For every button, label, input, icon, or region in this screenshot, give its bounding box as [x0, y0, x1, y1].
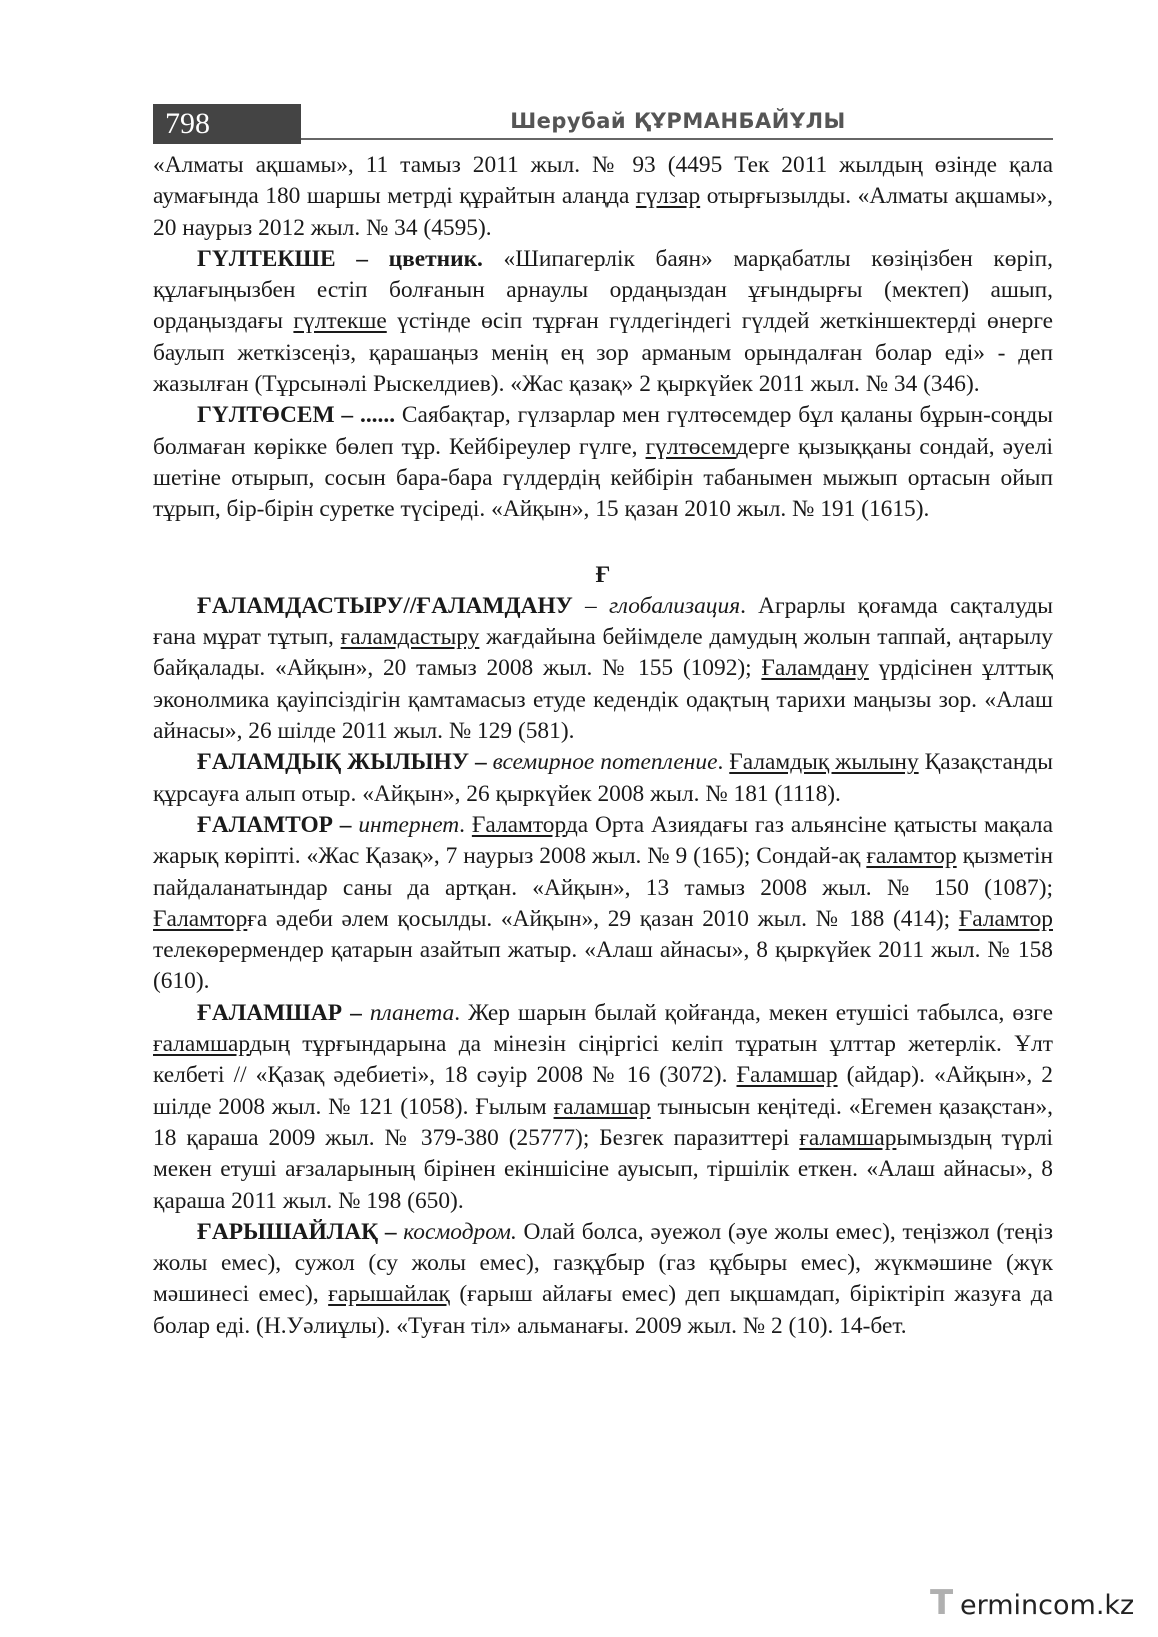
entry-translation: интернет	[358, 811, 460, 838]
entry-headword: ҒАЛАМШАР –	[197, 999, 362, 1026]
entry-text: тынысын кеңітеді. «Егемен қазақстан», 18 қараша 2009 жыл. № 379-380 (25777); Безгек паразиттері	[153, 1093, 1053, 1151]
entry-text: ымыздың түрлі мекен етуші ағзаларының бірінен екіншісіне ауысып, тіршілік еткен. «Алаш айнасы», 8 қараша 2011 жыл. № 198 (650).	[153, 1124, 1054, 1214]
entry-text: (ғарыш айлағы емес) деп ықшамдап, біріктіріп жазуға да болар еді. (Н.Уәлиұлы). «Туған тіл» альманағы. 2009 жыл. № 2 (10). 14-бет.	[153, 1281, 1053, 1339]
termincom-watermark	[926, 1581, 1136, 1629]
section-letter: Ғ	[595, 561, 611, 588]
dictionary-entry	[153, 400, 1053, 525]
watermark-logo-letter: T	[930, 1583, 954, 1623]
entry-text: Саябақтар, гүлзарлар мен гүлтөсемдер бұл қаланы бұрын-соңды болмаған көрікке бөлеп тұр. Кейбіреулер гүлге,	[153, 402, 1054, 460]
entry-text: Олай болса, әуежол (әуе жолы емес), теңізжол (теңіз жолы емес), сужол (су жолы емес), газқұбыр (газ құбыры емес), жүкмәшине (жүк мәшинесі емес),	[153, 1218, 1053, 1308]
dictionary-entry	[153, 998, 1053, 1217]
entry-text: ға әдеби әлем қосылды. «Айқын», 29 қазан 2010 жыл. № 188 (414);	[247, 905, 959, 932]
underlined-term: гүлтекше	[293, 308, 387, 335]
entry-text: қызметін пайдаланатындар саны да артқан. «Айқын», 13 тамыз 2008 жыл. № 150 (1087);	[153, 843, 1053, 901]
watermark-text: ermincоm.kz	[960, 1590, 1135, 1621]
entry-translation: глобализация	[608, 592, 741, 619]
underlined-term: ғарышайлақ	[328, 1281, 450, 1308]
entry-text: жағдайына бейімделе дамудың жолын таппай, аңтарылу байқалады. «Айқын», 20 тамыз 2008 жыл. № 155 (1092);	[153, 624, 1053, 682]
entry-text: отырғызылды. «Алматы ақшамы», 20 наурыз 2012 жыл. № 34 (4595).	[153, 183, 1054, 241]
page-number: 798	[165, 107, 210, 140]
header-rule	[301, 138, 1053, 140]
entry-headword: ҒАЛАМДАСТЫРУ//ҒАЛАМДАНУ	[197, 592, 573, 619]
page-number-box	[153, 104, 301, 144]
entries-block-1	[153, 150, 1053, 526]
entry-text: . Аграрлы қоғамда сақталуды ғана мұрат тұтып,	[153, 592, 1053, 651]
entry-text: телекөрермендер қатарын азайтып жатыр. «Алаш айнасы», 8 қыркүйек 2011 жыл. № 158 (610).	[153, 937, 1053, 995]
entry-text	[362, 1000, 370, 1026]
entry-text: –	[572, 592, 609, 619]
dictionary-entry	[153, 244, 1053, 400]
entry-text: .	[717, 749, 730, 776]
entry-text: үстінде өсіп тұрған гүлдегіндегі гүлдей жеткіншектерді өнерге баулып жеткізсеңіз, қарашаңыз менің ең зор арманым орындалған болар еді» - деп жазылған (Тұрсынәлі Рыскелдиев). «Жас қазақ» 2 қыркүйек 2011 жыл. № 34 (346).	[153, 308, 1054, 398]
entry-headword: ГҮЛТЕКШЕ – цветник.	[197, 245, 483, 272]
dictionary-entry	[153, 150, 1053, 244]
dictionary-entry	[153, 810, 1053, 998]
underlined-term: Ғаламтор	[153, 905, 248, 932]
entry-text: .	[459, 811, 472, 838]
underlined-term: Ғаламшар	[736, 1062, 838, 1089]
entry-text: дерге қызыққаны сондай, әуелі шетіне отырып, сосын бара-бара гүлдердің кейбірін табанымен мыжып ортасын ойып тұрып, бір-бірін суретке түсіреді. «Айқын», 15 қазан 2010 жыл. № 191 (1615).	[153, 433, 1053, 523]
entry-translation: планета	[369, 999, 455, 1026]
underlined-term: Ғаламтор	[958, 905, 1053, 932]
dictionary-entry	[153, 591, 1053, 747]
entry-translation: всемирное потепление	[492, 749, 718, 776]
entry-headword: ҒАЛАМТОР –	[197, 811, 352, 838]
section-gap	[153, 526, 1053, 560]
underlined-term: Ғаламтор	[471, 811, 566, 838]
dictionary-entry	[153, 747, 1053, 810]
dictionary-entry	[153, 1217, 1053, 1342]
entry-text: да Орта Азиядағы газ альянсіне қатысты мақала жарық көріпті. «Жас Қазақ», 7 наурыз 2008 жыл. № 9 (165); Сондай-ақ	[153, 811, 1053, 870]
entry-text: дың тұрғындарына да мінезін сіңіргісі келіп тұратын ұлттар жетерлік. Ұлт келбеті // «Қазақ әдебиеті», 18 сәуір 2008 № 16 (3072).	[153, 1031, 1053, 1089]
dictionary-content	[153, 150, 1053, 1342]
entries-block-2	[153, 591, 1053, 1342]
underlined-term: ғаламшар	[799, 1124, 897, 1151]
entry-text: үрдісінен ұлттық эконолмика қауіпсіздігін қамтамасыз етуде кедендік одақтың тарихи маңызы зор. «Алаш айнасы», 26 шілде 2011 жыл. № 129 (581).	[153, 655, 1053, 745]
underlined-term: Ғаламдық жылыну	[729, 749, 919, 776]
entry-text: (айдар). «Айқын», 2 шілде 2008 жыл. № 121 (1058). Ғылым	[153, 1062, 1053, 1120]
running-head-author: Шерубай ҚҰРМАНБАЙҰЛЫ	[510, 109, 846, 133]
underlined-term: ғаламдастыру	[340, 624, 480, 651]
entry-headword: ГҮЛТӨСЕМ – ......	[197, 402, 396, 429]
underlined-term: гүлтөсем	[645, 433, 737, 460]
entry-text: «Шипагерлік баян» марқабатлы көзіңізбен көріп, құлағыңызбен естіп болғанын арнаулы ордаңыздан ұғындырғы (мектеп) ашып, ордаңыздағы	[153, 245, 1054, 335]
underlined-term: ғаламшар	[553, 1093, 651, 1120]
entry-translation: космодром.	[403, 1218, 517, 1245]
entry-text: «Алматы ақшамы», 11 тамыз 2011 жыл. № 93 (4495 Тек 2011 жылдың өзінде қала аумағында 180 шаршы метрді құрайтын алаңда	[153, 152, 1053, 210]
underlined-term: Ғаламдану	[761, 655, 869, 682]
entry-headword: ҒАЛАМДЫҚ ЖЫЛЫНУ –	[197, 749, 487, 776]
underlined-term: ғаламшар	[153, 1031, 250, 1058]
entry-text: . Жер шарын былай қойғанда, мекен етушісі табылса, өзге	[454, 999, 1053, 1026]
underlined-term: ғаламтор	[866, 843, 957, 870]
entry-headword: ҒАРЫШАЙЛАҚ –	[197, 1218, 397, 1245]
page-header	[153, 104, 1053, 144]
underlined-term: гүлзар	[635, 183, 701, 210]
entry-text: Қазақстанды құрсауға алып отыр. «Айқын», 26 қыркүйек 2008 жыл. № 181 (1118).	[153, 749, 1053, 807]
